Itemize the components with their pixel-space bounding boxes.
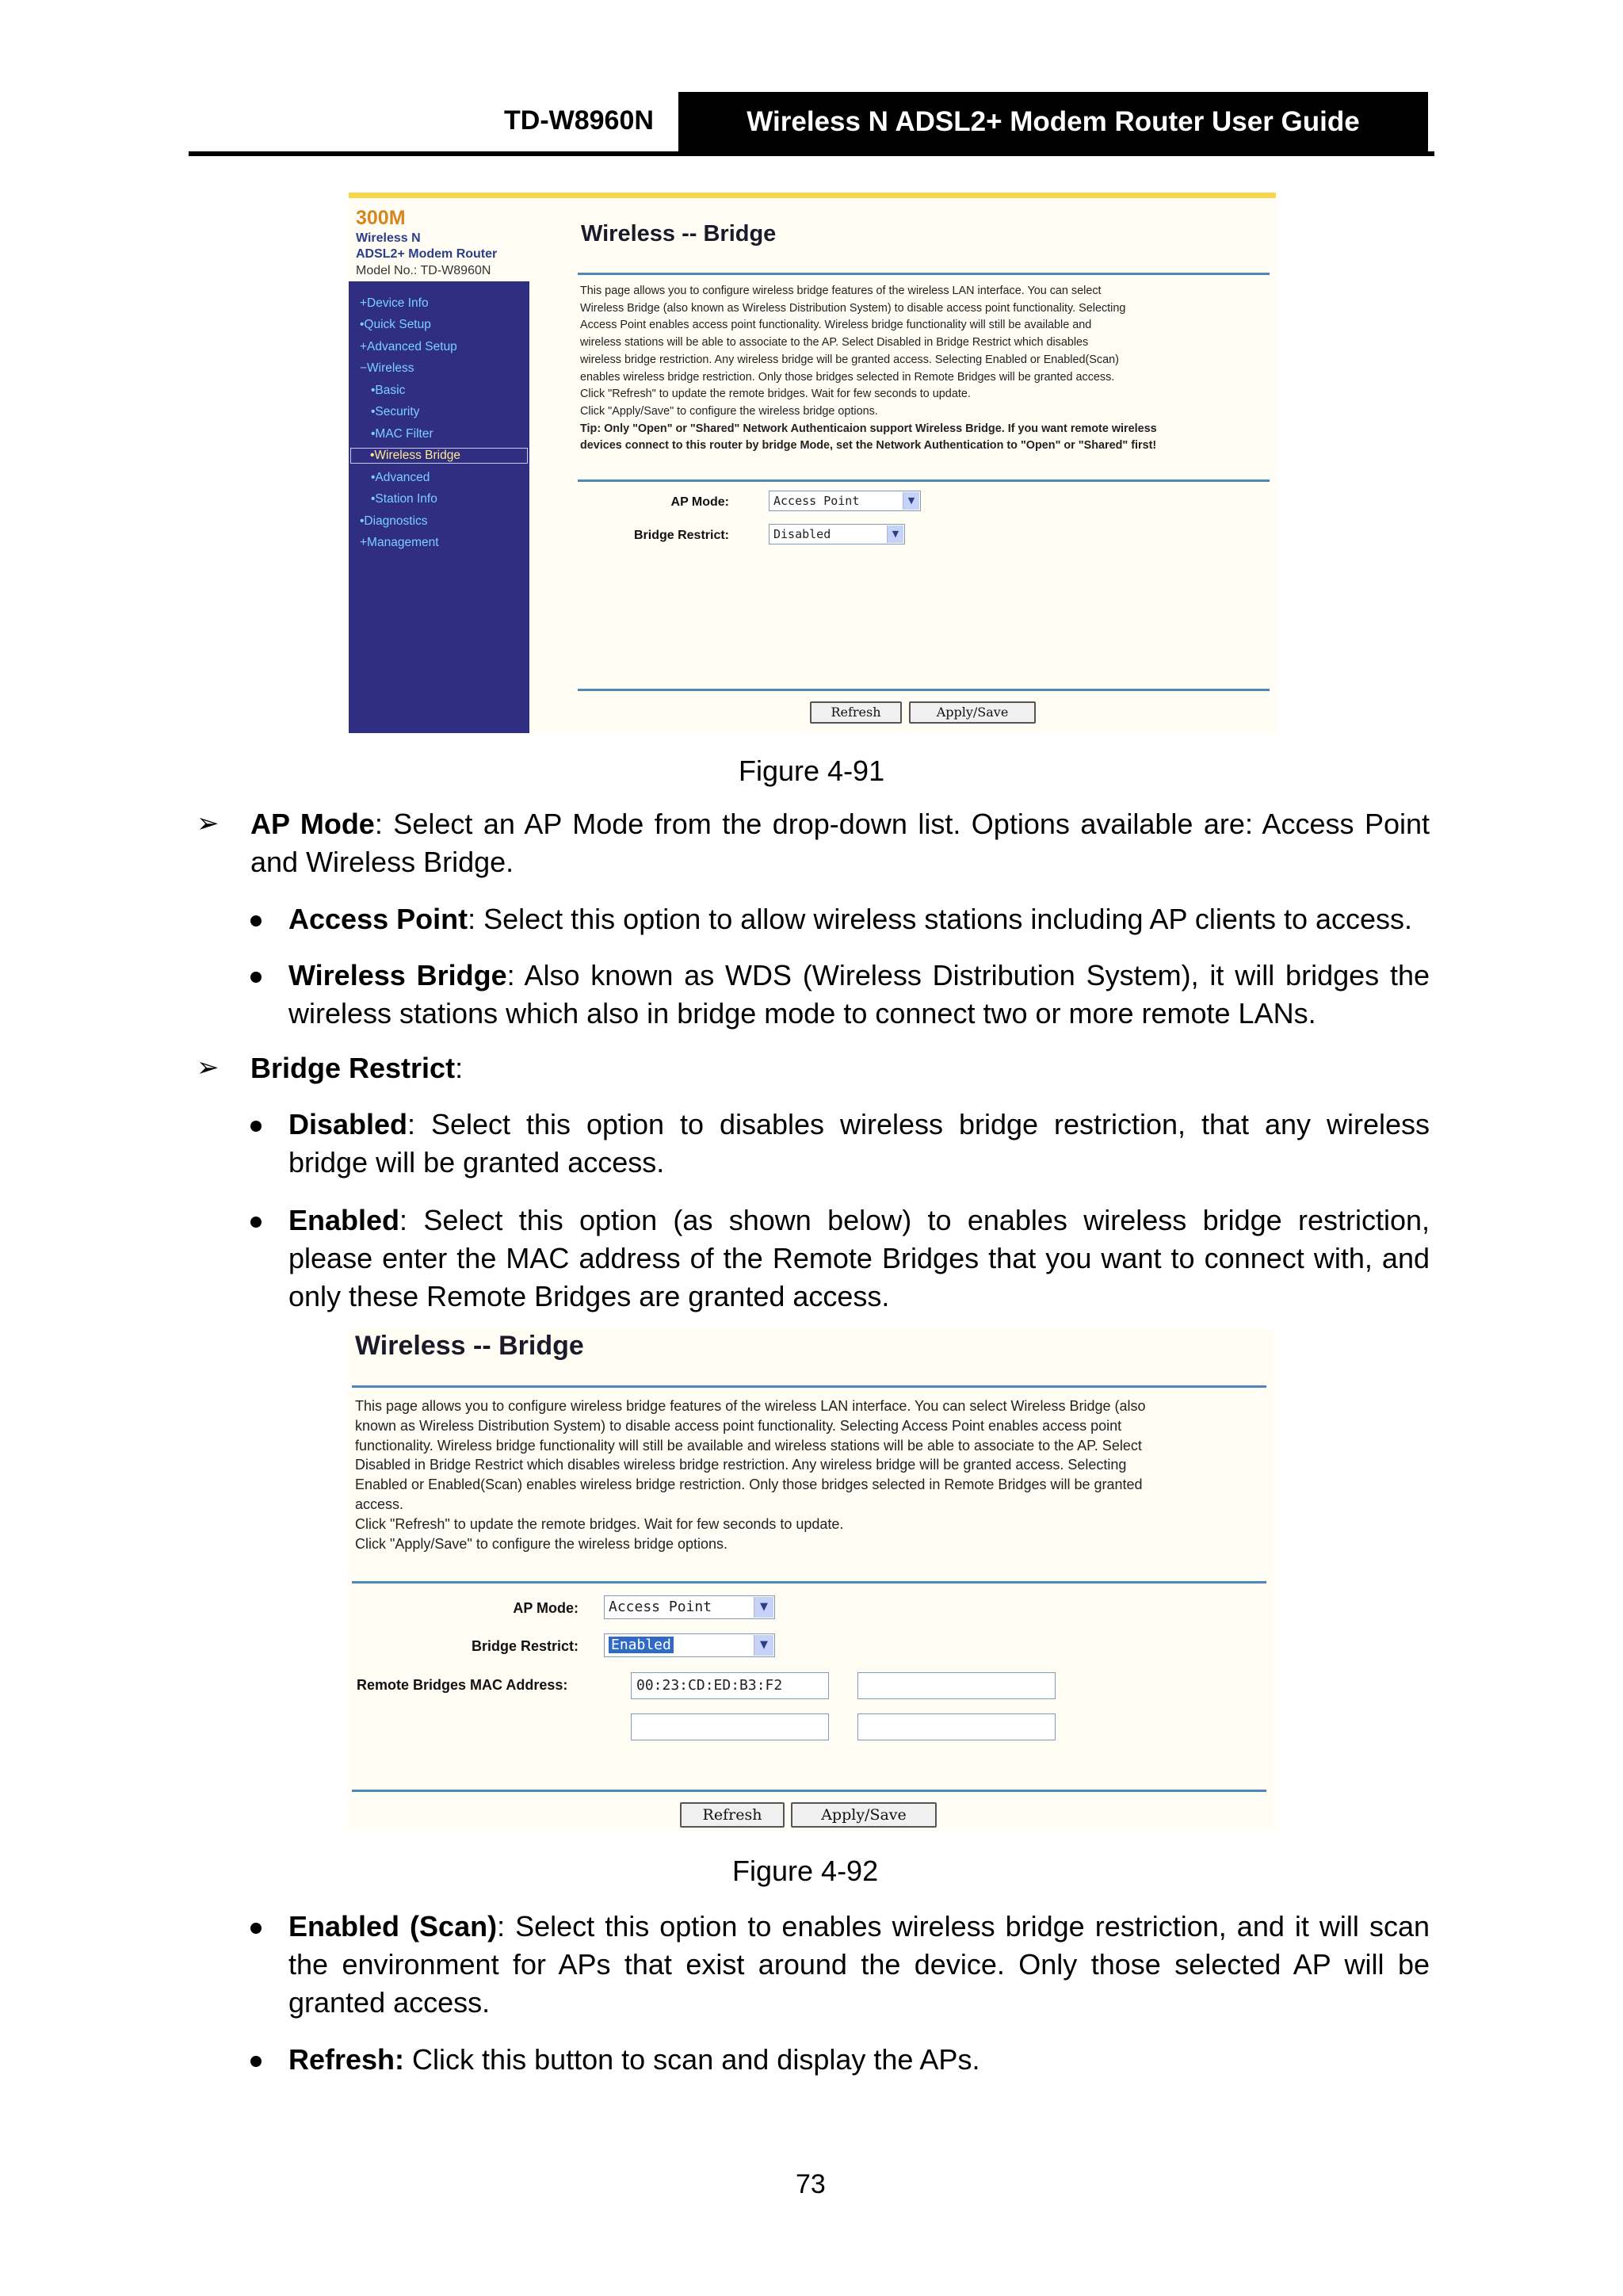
description-line: enables wireless bridge restriction. Only those bridges selected in Remote Bridges will be granted access. <box>580 370 1115 384</box>
bridge-restrict-select[interactable] <box>604 1633 775 1657</box>
menu-wireless[interactable]: −Wireless <box>360 361 414 375</box>
mac-address-field-2[interactable] <box>857 1672 1056 1699</box>
figure-4-92-screenshot <box>349 1328 1274 1831</box>
bridge-restrict-heading <box>250 1049 1430 1087</box>
menu-security[interactable]: •Security <box>371 405 420 418</box>
figure-4-91-screenshot <box>349 193 1276 733</box>
sidebar-menu <box>349 281 529 733</box>
ap-mode-select[interactable] <box>769 491 921 511</box>
term-description: : Select this option to disables wireless bridge restriction, that any wireless bridge will be granted access. <box>288 1108 1430 1179</box>
chevron-down-icon: ▼ <box>887 525 903 543</box>
description-line: Click "Apply/Save" to configure the wireless bridge options. <box>355 1535 728 1552</box>
description-line: Access Point enables access point functionality. Wireless bridge functionality will still be available and <box>580 319 1092 332</box>
title-divider <box>352 1385 1266 1388</box>
description-text <box>580 283 1270 455</box>
disabled-paragraph <box>288 1106 1430 1182</box>
term: Bridge Restrict <box>250 1052 456 1084</box>
ap-mode-paragraph <box>250 805 1430 881</box>
term-description: : Select this option to enables wireless bridge restriction, and it will scan the environment for APs that exist around the device. Only those selected AP will be granted access. <box>288 1910 1430 2019</box>
apply-save-button[interactable]: Apply/Save <box>791 1802 937 1828</box>
menu-wireless-bridge[interactable]: •Wireless Bridge <box>350 448 528 464</box>
tip-line: Tip: Only "Open" or "Shared" Network Authenticaion support Wireless Bridge. If you want remote wireless <box>580 422 1157 435</box>
menu-station-info[interactable]: •Station Info <box>371 492 437 506</box>
menu-advanced-setup[interactable]: +Advanced Setup <box>360 340 457 353</box>
description-line: functionality. Wireless bridge functionality will still be available and wireless stations will be able to associate to the AP. Select <box>355 1437 1142 1454</box>
logo-brand: 300M <box>356 207 406 229</box>
description-line: This page allows you to configure wireless bridge features of the wireless LAN interface. You can select Wireless Bridge (also <box>355 1398 1146 1414</box>
bullet-icon <box>250 1217 262 1228</box>
term: Enabled (Scan) <box>288 1910 498 1943</box>
description-line: wireless bridge restriction. Any wireless bridge will be granted access. Selecting Enabled or Enabled(Scan) <box>580 353 1119 366</box>
figure-caption: Figure 4-92 <box>732 1855 879 1887</box>
top-accent-bar <box>349 193 1276 198</box>
header-rule <box>189 151 1434 156</box>
term: Disabled <box>288 1108 408 1140</box>
term: AP Mode <box>250 808 375 840</box>
menu-quick-setup[interactable]: •Quick Setup <box>360 318 431 331</box>
bullet-icon <box>250 915 262 926</box>
term-description: : Select an AP Mode from the drop-down list. Options available are: Access Point and Wireless Bridge. <box>250 808 1430 878</box>
description-line: This page allows you to configure wireless bridge features of the wireless LAN interface. You can select <box>580 285 1102 297</box>
mac-address-field-1[interactable]: 00:23:CD:ED:B3:F2 <box>631 1672 829 1699</box>
description-line: wireless stations will be able to associate to the AP. Select Disabled in Bridge Restrict which disables <box>580 336 1089 350</box>
chevron-down-icon: ▼ <box>754 1635 773 1656</box>
ap-mode-label: AP Mode: <box>513 1600 579 1616</box>
menu-diagnostics[interactable]: •Diagnostics <box>360 514 428 528</box>
term: Refresh: <box>288 2043 405 2076</box>
enabled-paragraph <box>288 1201 1430 1316</box>
description-line: Wireless Bridge (also known as Wireless Distribution System) to disable access point functionality. Selecting <box>580 301 1126 315</box>
term: Access Point <box>288 903 468 935</box>
ap-mode-value: Access Point <box>773 494 860 508</box>
menu-advanced[interactable]: •Advanced <box>371 471 430 484</box>
description-line: Enabled or Enabled(Scan) enables wireless bridge restriction. Only those bridges selected in Remote Bridges will be granted <box>355 1477 1143 1493</box>
description-text <box>355 1396 1266 1553</box>
logo-line-1: Wireless N <box>356 231 421 245</box>
logo-line-2: ADSL2+ Modem Router <box>356 247 498 261</box>
figure-caption: Figure 4-91 <box>739 755 885 787</box>
arrow-bullet-icon: ➢ <box>197 1052 220 1083</box>
term-description: Click this button to scan and display the APs. <box>404 2043 980 2076</box>
menu-basic[interactable]: •Basic <box>371 384 406 397</box>
description-line: Click "Refresh" to update the remote bridges. Wait for few seconds to update. <box>355 1515 844 1532</box>
enabled-scan-paragraph <box>288 1908 1430 2022</box>
wireless-bridge-paragraph <box>288 957 1430 1033</box>
bullet-icon <box>250 1121 262 1132</box>
bridge-restrict-value: Enabled <box>609 1637 674 1653</box>
description-line: known as Wireless Distribution System) to disable access point functionality. Selecting Access Point enables access point <box>355 1417 1122 1434</box>
bullet-icon <box>250 1923 262 1934</box>
bullet-icon <box>250 2056 262 2067</box>
menu-device-info[interactable]: +Device Info <box>360 296 429 310</box>
chevron-down-icon: ▼ <box>903 492 919 510</box>
access-point-paragraph <box>288 900 1430 938</box>
page-title: Wireless -- Bridge <box>581 221 777 246</box>
ap-mode-label: AP Mode: <box>670 495 729 509</box>
term-description: : <box>455 1052 464 1084</box>
ap-mode-value: Access Point <box>609 1599 712 1615</box>
bridge-restrict-select[interactable] <box>769 524 905 544</box>
form-bottom-divider <box>578 689 1270 691</box>
description-line: access. <box>355 1496 404 1512</box>
form-top-divider <box>352 1581 1266 1584</box>
refresh-button[interactable]: Refresh <box>810 701 902 724</box>
description-line: Click "Apply/Save" to configure the wireless bridge options. <box>580 404 878 418</box>
title-divider <box>578 273 1270 275</box>
bridge-restrict-label: Bridge Restrict: <box>471 1638 579 1654</box>
remote-mac-label: Remote Bridges MAC Address: <box>357 1677 568 1693</box>
tip-line: devices connect to this router by bridge Mode, set the Network Authentication to "Open" or "Shared" first! <box>580 439 1157 453</box>
bullet-icon <box>250 972 262 983</box>
header-model: TD-W8960N <box>504 105 654 136</box>
description-line: Disabled in Bridge Restrict which disables wireless bridge restriction. Any wireless bridge will be granted access. Selecting <box>355 1457 1127 1473</box>
apply-save-button[interactable]: Apply/Save <box>909 701 1036 724</box>
term: Enabled <box>288 1204 400 1236</box>
refresh-paragraph <box>288 2041 1430 2079</box>
logo-line-3: Model No.: TD-W8960N <box>356 264 491 277</box>
header-guide-title: Wireless N ADSL2+ Modem Router User Guide <box>678 92 1428 151</box>
term: Wireless Bridge <box>288 959 507 991</box>
description-line: Click "Refresh" to update the remote bridges. Wait for few seconds to update. <box>580 388 971 401</box>
menu-management[interactable]: +Management <box>360 536 439 549</box>
chevron-down-icon: ▼ <box>754 1597 773 1618</box>
bridge-restrict-label: Bridge Restrict: <box>633 529 729 542</box>
form-bottom-divider <box>352 1790 1266 1792</box>
mac-address-field-3[interactable] <box>631 1713 829 1740</box>
bridge-restrict-value: Disabled <box>773 527 831 541</box>
page-title: Wireless -- Bridge <box>355 1331 584 1361</box>
refresh-button[interactable]: Refresh <box>680 1802 785 1828</box>
menu-mac-filter[interactable]: •MAC Filter <box>371 427 433 441</box>
arrow-bullet-icon: ➢ <box>197 808 220 839</box>
form-top-divider <box>578 479 1270 482</box>
page-number: 73 <box>796 2169 826 2199</box>
term-description: : Select this option to allow wireless stations including AP clients to access. <box>468 903 1413 935</box>
term-description: : Also known as WDS (Wireless Distribution System), it will bridges the wireless stations which also in bridge mode to connect two or more remote LANs. <box>288 959 1430 1030</box>
mac-address-field-4[interactable] <box>857 1713 1056 1740</box>
term-description: : Select this option (as shown below) to enables wireless bridge restriction, please enter the MAC address of the Remote Bridges that you want to connect with, and only these Remote Bridges are granted access. <box>288 1204 1430 1312</box>
ap-mode-select[interactable] <box>604 1595 775 1619</box>
